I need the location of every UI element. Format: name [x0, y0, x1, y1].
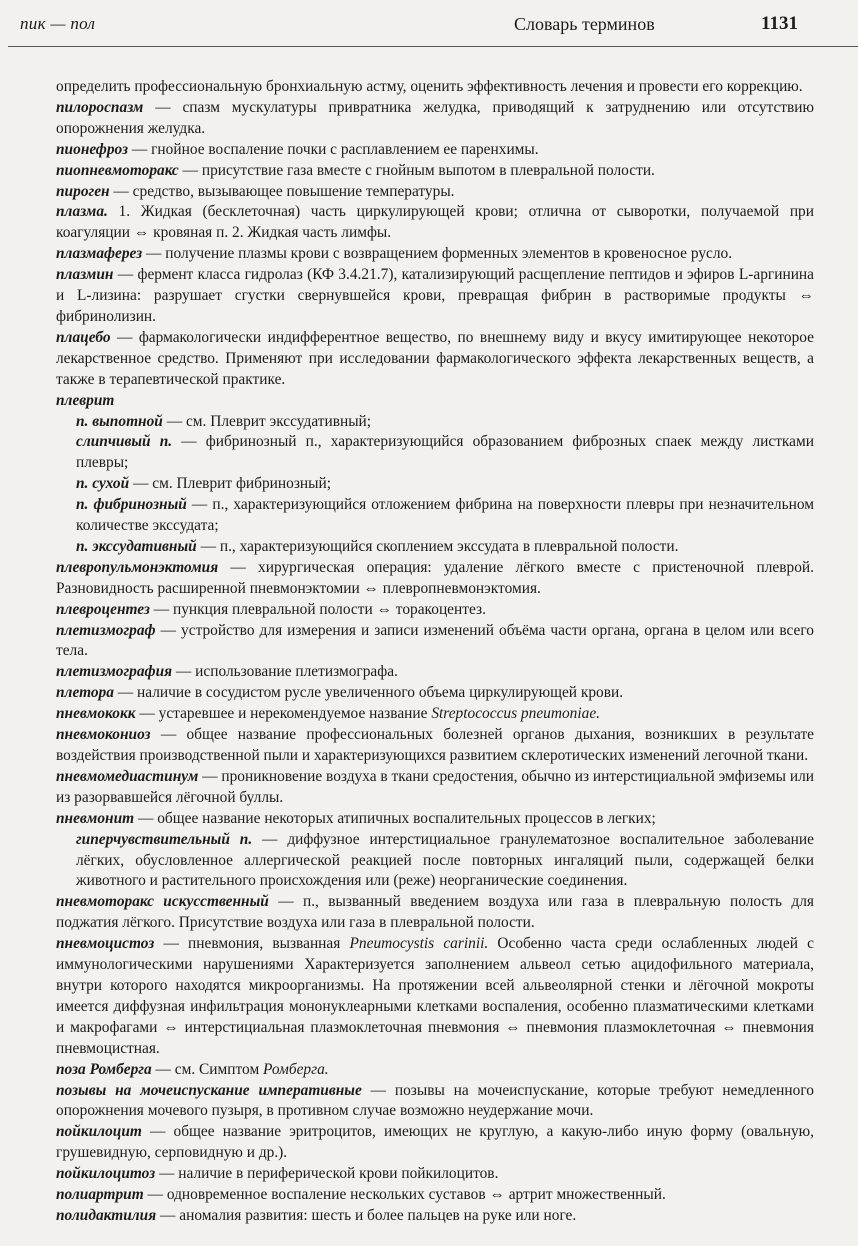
continued-entry: определить профессиональную бронхиальную астму, оценить эффективность лечения и провести его коррекцию. — [56, 78, 803, 95]
entry-pleuritis — [56, 391, 814, 412]
entry-plasma: плазма. 1. Жидкая (бесклеточная) часть циркулирующей крови; отлична от сыворотки, получаемой при коагуляции ⇔ кровяная п. 2. Жидкая часть лимфы. — [56, 203, 814, 242]
running-head-range: пик — пол — [20, 14, 96, 33]
entry-term: пневмоторакс искусственный — [56, 893, 269, 911]
page-header — [8, 10, 858, 47]
entry-term: плазма. — [56, 203, 108, 221]
entry-term: плацебо — [56, 328, 111, 346]
subentry-hypersensitive: гиперчувствительный п. — диффузное интерстициальное гранулематозное воспалительное заболевание лёгких, обусловленное аллергической реакцией после повторных ингаляций пыли, содержащей белки животного и растительного происхождения или (реже) неорганические соединения. — [76, 830, 814, 890]
subentry-pl-vyp: п. выпотной — см. Плеврит экссудативный; — [76, 412, 372, 430]
entry-term: пневмонит — [56, 809, 135, 827]
entry-term: пневмокониоз — [56, 726, 151, 744]
entry-urge: позывы на мочеиспускание императивные — позывы на мочеиспускание, которые требуют немедленного опорожнения мочевого пузыря, в противном случае возможно неудержание мочи. — [56, 1081, 814, 1120]
entry-term: пневмоцистоз — [56, 935, 155, 953]
entry-plethysmography: плетизмография — использование плетизмографа. — [56, 663, 398, 681]
entry-term: полидактилия — [56, 1206, 157, 1224]
entry-term: пневмомедиастинум — [56, 767, 199, 785]
subentry-term: п. фибринозный — [76, 496, 187, 514]
entry-plethora: плетора — наличие в сосудистом русле увеличенного объема циркулирующей крови. — [56, 684, 624, 702]
entry-pyrogen: пироген — средство, вызывающее повышение температуры. — [56, 182, 455, 200]
entry-term: позывы на мочеиспускание императивные — [56, 1081, 362, 1099]
subentry-term: гиперчувствительный п. — [76, 830, 253, 848]
entry-pneumothorax: пневмоторакс искусственный — п., вызванный введением воздуха или газа в плевральную полость для поджатия лёгкого. Присутствие воздуха или газа в плевральной полости. — [56, 893, 814, 932]
entry-term: пневмококк — [56, 705, 136, 723]
entry-poikilocytosis: пойкилоцитоз — наличие в периферической крови пойкилоцитов. — [56, 1165, 499, 1183]
entry-polyarthritis: полиартрит — одновременное воспаление нескольких суставов ⇔ артрит множественный. — [56, 1186, 666, 1204]
entry-term: плеврит — [56, 391, 115, 409]
entry-term: полиартрит — [56, 1186, 144, 1204]
subentry-pl-slip: слипчивый п. — фибринозный п., характеризующийся образованием фиброзных спаек между листками плевры; — [76, 433, 814, 472]
subentry-term: п. сухой — [76, 475, 130, 493]
entry-placebo: плацебо — фармакологически индифферентное вещество, по внешнему виду и вкусу имитирующее некоторое лекарственное средство. Применяют при исследовании фармакологического эффекта лекарственных веществ, а также в терапевтической практике. — [56, 328, 814, 388]
entry-pneumomediastinum: пневмомедиастинум — проникновение воздуха в ткани средостения, обычно из интерстициальной эмфиземы или из разорвавшейся лёгочной буллы. — [56, 767, 815, 806]
entry-term: плетора — [56, 684, 114, 702]
entry-term: плевроцентез — [56, 600, 150, 618]
entry-plethysmograph: плетизмограф — устройство для измерения и записи изменений объёма части органа, органа в целом или всего тела. — [56, 621, 814, 660]
subentry-term: слипчивый п. — [76, 433, 173, 451]
page-number: 1131 — [761, 13, 798, 34]
entry-pyopneumo: пиопневмоторакс — присутствие газа вместе с гнойным выпотом в плевральной полости. — [56, 161, 655, 179]
entry-pyoneph: пионефроз — гнойное воспаление почки с расплавлением ее паренхимы. — [56, 140, 539, 158]
entry-term: плазмаферез — [56, 245, 143, 263]
entry-pneumococcus: пневмококк — устаревшее и нерекомендуемое название Streptococcus pneumoniae. — [56, 705, 601, 723]
subentry-term: п. экссудативный — [76, 537, 197, 555]
entry-term: пиопневмоторакс — [56, 161, 179, 179]
entry-polydactyly: полидактилия — аномалия развития: шесть и более пальцев на руке или ноге. — [56, 1206, 577, 1224]
entry-term: пойкилоцитоз — [56, 1165, 156, 1183]
entry-pneumonitis: пневмонит — общее название некоторых атипичных воспалительных процессов в легких; — [56, 809, 656, 827]
subentry-pl-fibr: п. фибринозный — п., характеризующийся отложением фибрина на поверхности плевры при незначительном количестве экссудата; — [76, 496, 814, 535]
entry-term: плетизмография — [56, 663, 173, 681]
entry-pneumocystosis: пневмоцистоз — пневмония, вызванная Pneumocystis carinii. Особенно часта среди ослабленных людей с иммунологическими нарушениями Характеризуется заполнением альвеол сетью ацидофильного материала, внутри которого находятся микроорганизмы. На протяжении всей альвеолярной стенки и лёгочной мокроты имеется диффузная инфильтрация мононуклеарными клетками воспаления, особенно плазматическими клетками и макрофагами ⇔ интерстициальная плазмоклеточная пневмония ⇔ пневмония плазмоклеточная ⇔ пневмония пневмоцистная. — [56, 935, 814, 1057]
entry-term: пойкилоцит — [56, 1123, 142, 1141]
entry-pleurocentesis: плевроцентез — пункция плевральной полости ⇔ торакоцентез. — [56, 600, 486, 618]
entry-plasmapheresis: плазмаферез — получение плазмы крови с возвращением форменных элементов в кровеносное русло. — [56, 245, 733, 263]
entry-term: плетизмограф — [56, 621, 156, 639]
entry-term: поза Ромберга — [56, 1060, 152, 1078]
entry-poikilocyte: пойкилоцит — общее название эритроцитов, имеющих не круглую, а какую-либо иную форму (овальную, грушевидную, серповидную и др.). — [56, 1123, 814, 1162]
entry-pyloro: пилороспазм — спазм мускулатуры привратника желудка, приводящий к затруднению или отсутствию опорожнения желудка. — [56, 98, 814, 137]
dictionary-body — [56, 77, 814, 1227]
entry-term: пилороспазм — [56, 98, 144, 116]
entry-term: пироген — [56, 182, 110, 200]
entry-plasmin: плазмин — фермент класса гидролаз (КФ 3.4.21.7), катализирующий расщепление пептидов и эфиров L-аргинина и L-лизина: разрушает сгустки свернувшейся крови, превращая фибрин в растворимые продукты ⇔ фибринолизин. — [56, 266, 814, 325]
entry-term: плазмин — [56, 266, 114, 284]
running-head-title: Словарь терминов — [514, 14, 655, 34]
subentry-pl-exud: п. экссудативный — п., характеризующийся скоплением экссудата в плевральной полости. — [76, 537, 679, 555]
entry-pleuropneumonectomy: плевропульмонэктомия — хирургическая операция: удаление лёгкого вместе с пристеночной плеврой. Разновидность расширенной пневмонэктомии ⇔ плевропневмонэктомия. — [56, 558, 814, 597]
entry-romberg: поза Ромберга — см. Симптом Ромберга. — [56, 1060, 329, 1078]
subentry-term: п. выпотной — [76, 412, 163, 430]
entry-term: пионефроз — [56, 140, 129, 158]
entry-pneumoconiosis: пневмокониоз — общее название профессиональных болезней органов дыхания, возникших в результате воздействия производственной пыли и характеризующихся развитием склеротических изменений легочной ткани. — [56, 726, 814, 764]
subentry-pl-sukh: п. сухой — см. Плеврит фибринозный; — [76, 475, 332, 493]
entry-term: плевропульмонэктомия — [56, 558, 219, 576]
